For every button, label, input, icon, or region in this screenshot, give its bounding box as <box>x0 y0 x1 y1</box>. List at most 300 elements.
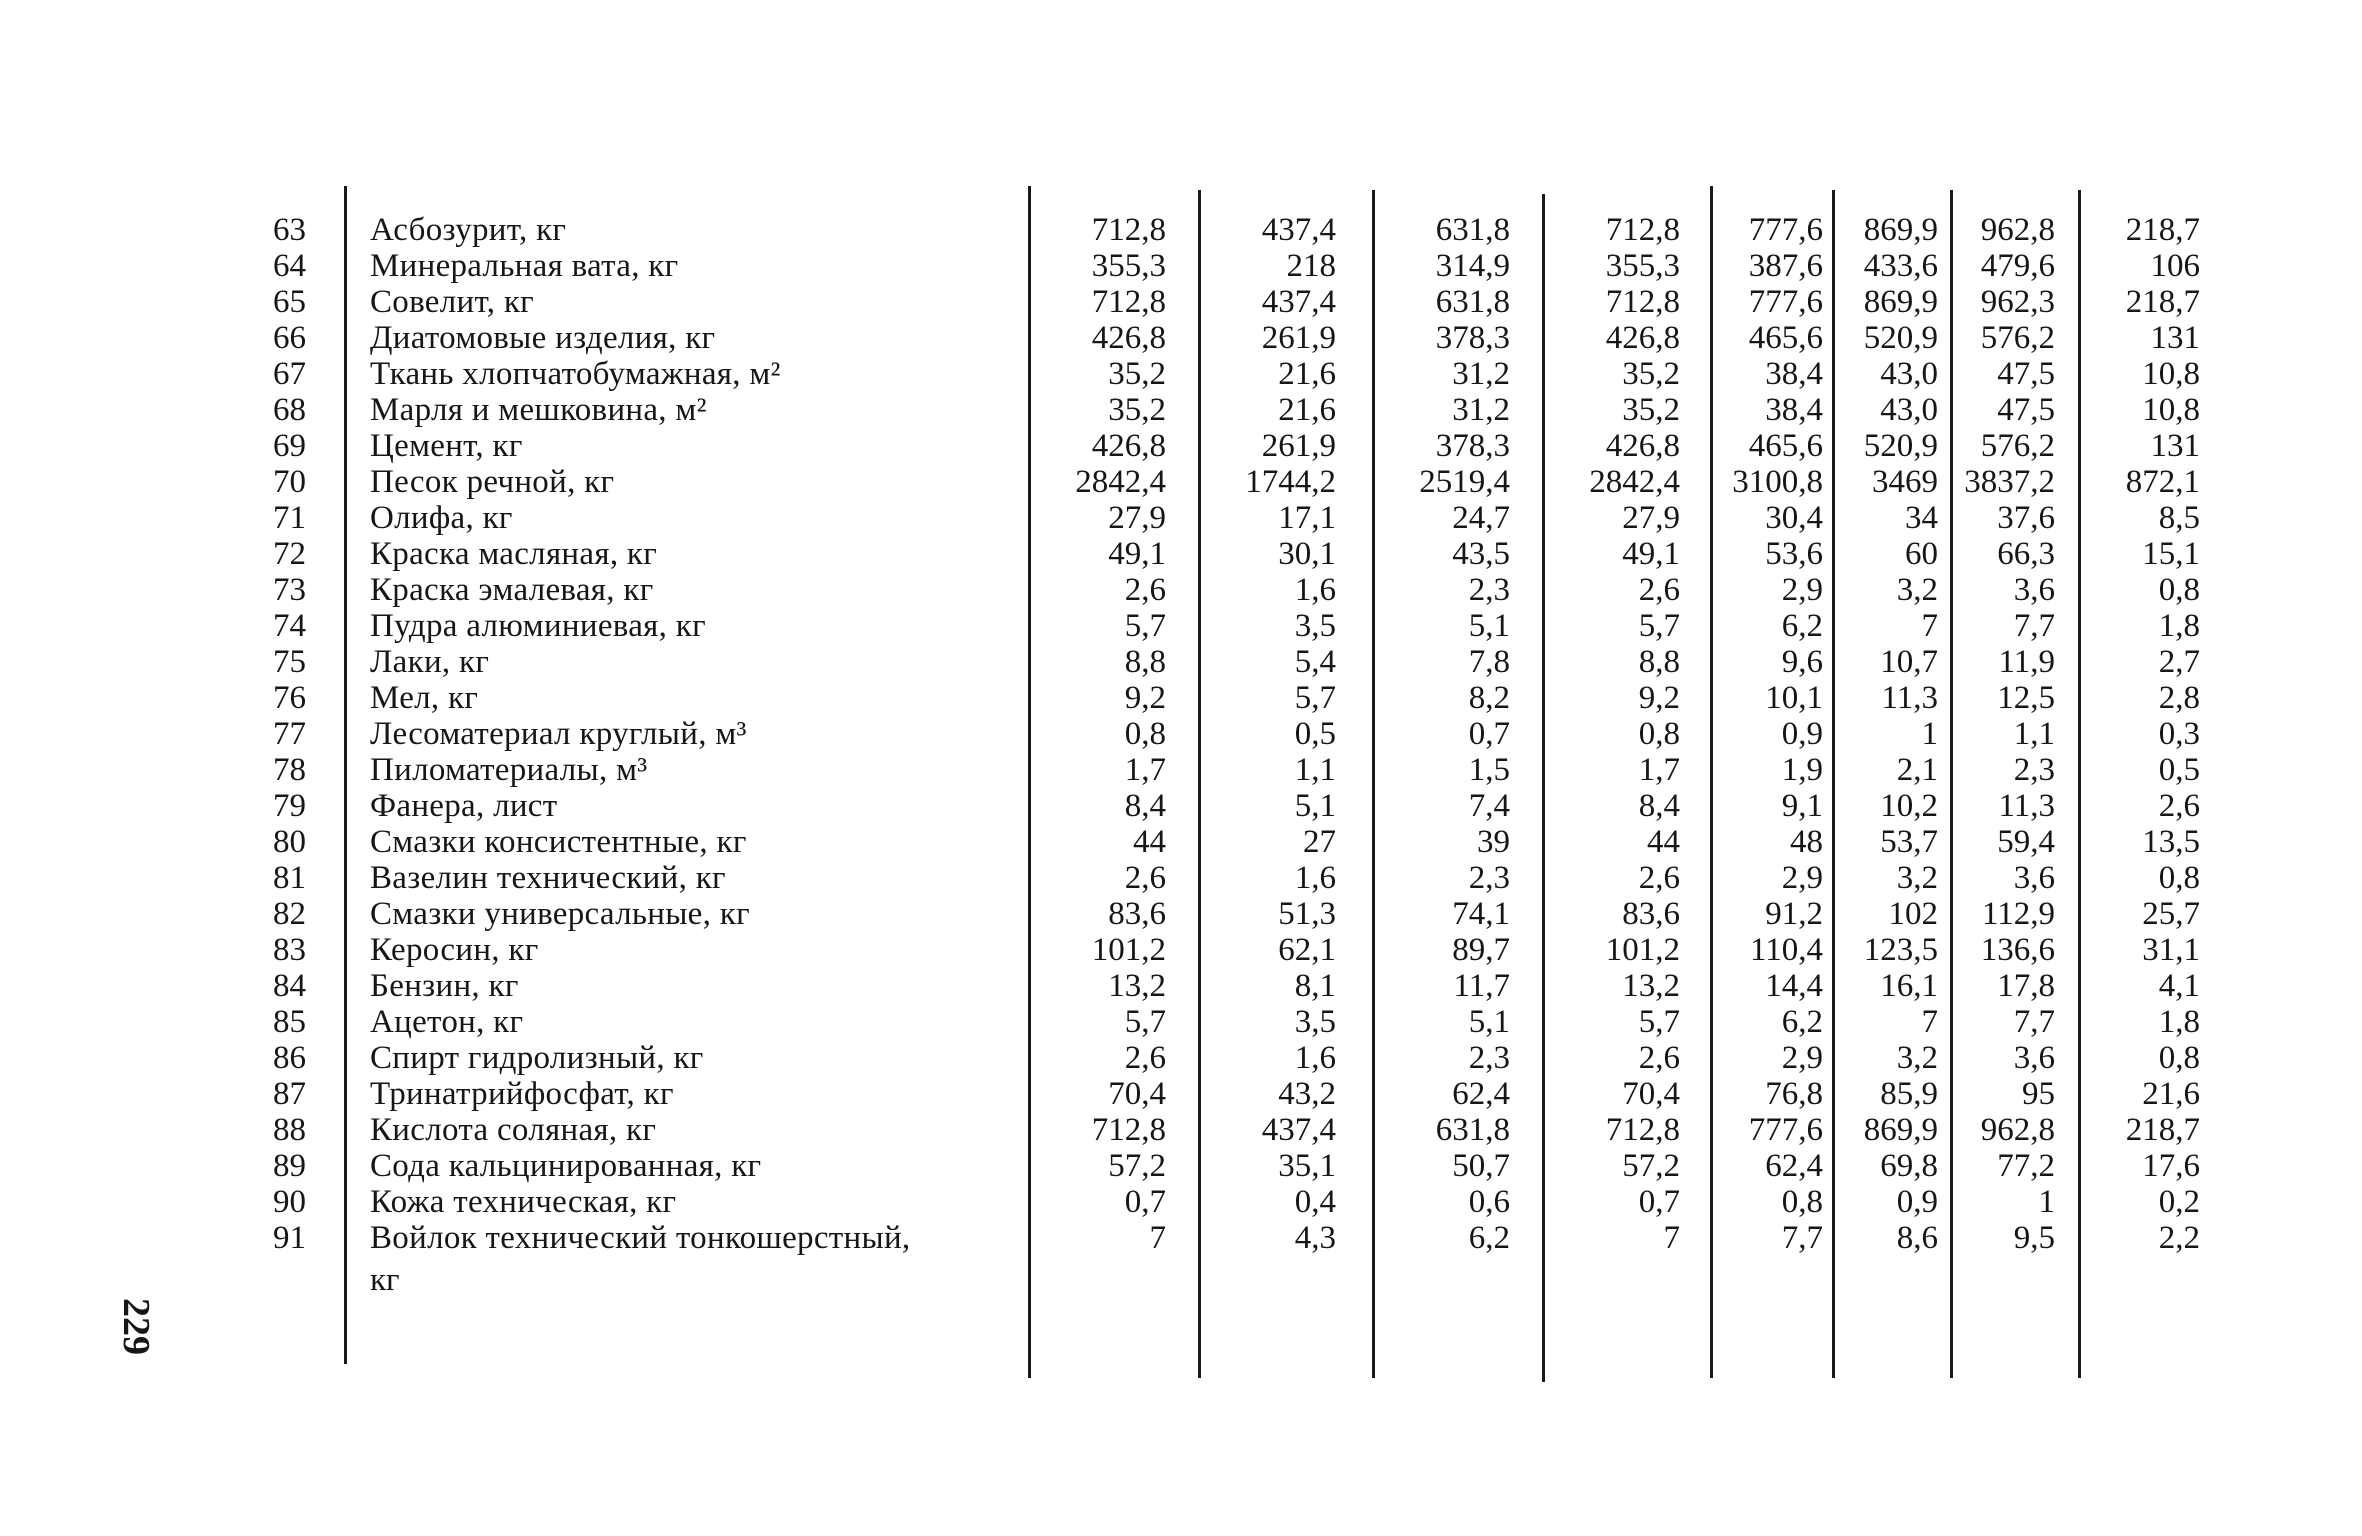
value-cell: 74,1 <box>1452 896 1510 932</box>
value-cell: 101,2 <box>1605 932 1680 968</box>
value-cell: 123,5 <box>1863 932 1938 968</box>
value-cell: 1,7 <box>1638 752 1680 788</box>
value-cell: 43,2 <box>1278 1076 1336 1112</box>
value-cell: 24,7 <box>1452 500 1510 536</box>
value-cell: 2,9 <box>1781 572 1823 608</box>
value-cell: 89,7 <box>1452 932 1510 968</box>
value-cell: 1,9 <box>1781 752 1823 788</box>
value-cell: 17,1 <box>1278 500 1336 536</box>
value-cell: 2842,4 <box>1589 464 1680 500</box>
material-name: Вазелин технический, кг <box>370 860 726 896</box>
row-number: 66 <box>273 320 306 356</box>
value-cell: 2,6 <box>1638 1040 1680 1076</box>
value-cell: 101,2 <box>1091 932 1166 968</box>
value-cell: 8,2 <box>1468 680 1510 716</box>
value-cell: 8,4 <box>1124 788 1166 824</box>
row-number: 82 <box>273 896 306 932</box>
value-cell: 520,9 <box>1863 428 1938 464</box>
value-cell: 962,3 <box>1980 284 2055 320</box>
value-cell: 2,3 <box>1468 860 1510 896</box>
value-cell: 47,5 <box>1997 356 2055 392</box>
value-cell: 869,9 <box>1863 212 1938 248</box>
value-cell: 57,2 <box>1622 1148 1680 1184</box>
value-cell: 7 <box>1663 1220 1680 1256</box>
table-row <box>0 1148 2362 1184</box>
table-row <box>0 932 2362 968</box>
value-cell: 15,1 <box>2142 536 2200 572</box>
value-cell: 2,1 <box>1896 752 1938 788</box>
value-cell: 0,3 <box>2158 716 2200 752</box>
table-row <box>0 500 2362 536</box>
value-cell: 5,1 <box>1468 608 1510 644</box>
value-cell: 3469 <box>1872 464 1938 500</box>
row-number: 89 <box>273 1148 306 1184</box>
value-cell: 2,6 <box>1638 572 1680 608</box>
value-cell: 3,2 <box>1896 1040 1938 1076</box>
value-cell: 11,7 <box>1453 968 1510 1004</box>
material-name: Спирт гидролизный, кг <box>370 1040 704 1076</box>
value-cell: 712,8 <box>1091 1112 1166 1148</box>
value-cell: 437,4 <box>1261 212 1336 248</box>
value-cell: 13,2 <box>1622 968 1680 1004</box>
table-row <box>0 356 2362 392</box>
table-row <box>0 1040 2362 1076</box>
value-cell: 314,9 <box>1435 248 1510 284</box>
value-cell: 1 <box>2038 1184 2055 1220</box>
value-cell: 355,3 <box>1605 248 1680 284</box>
value-cell: 47,5 <box>1997 392 2055 428</box>
value-cell: 27 <box>1303 824 1336 860</box>
value-cell: 16,1 <box>1880 968 1938 1004</box>
value-cell: 869,9 <box>1863 1112 1938 1148</box>
value-cell: 7 <box>1921 608 1938 644</box>
value-cell: 5,7 <box>1294 680 1336 716</box>
table-row <box>0 680 2362 716</box>
value-cell: 712,8 <box>1605 212 1680 248</box>
row-number: 85 <box>273 1004 306 1040</box>
table-row <box>0 1220 2362 1256</box>
value-cell: 7,7 <box>1781 1220 1823 1256</box>
value-cell: 62,4 <box>1452 1076 1510 1112</box>
value-cell: 53,7 <box>1880 824 1938 860</box>
value-cell: 218 <box>1286 248 1336 284</box>
row-91-name-continuation: кг <box>370 1262 400 1298</box>
value-cell: 106 <box>2150 248 2200 284</box>
value-cell: 1744,2 <box>1245 464 1336 500</box>
value-cell: 3,5 <box>1294 1004 1336 1040</box>
value-cell: 11,9 <box>1998 644 2055 680</box>
value-cell: 1,7 <box>1124 752 1166 788</box>
value-cell: 0,9 <box>1896 1184 1938 1220</box>
value-cell: 7 <box>1149 1220 1166 1256</box>
material-name: Смазки консистентные, кг <box>370 824 747 860</box>
value-cell: 2842,4 <box>1075 464 1166 500</box>
value-cell: 34 <box>1905 500 1938 536</box>
value-cell: 83,6 <box>1622 896 1680 932</box>
value-cell: 426,8 <box>1091 320 1166 356</box>
value-cell: 27,9 <box>1622 500 1680 536</box>
row-number: 80 <box>273 824 306 860</box>
value-cell: 2,6 <box>1638 860 1680 896</box>
value-cell: 57,2 <box>1108 1148 1166 1184</box>
value-cell: 131 <box>2150 320 2200 356</box>
value-cell: 35,2 <box>1108 356 1166 392</box>
value-cell: 712,8 <box>1091 284 1166 320</box>
value-cell: 131 <box>2150 428 2200 464</box>
table-row <box>0 860 2362 896</box>
material-name: Кислота соляная, кг <box>370 1112 657 1148</box>
value-cell: 5,7 <box>1124 1004 1166 1040</box>
value-cell: 11,3 <box>1998 788 2055 824</box>
value-cell: 962,8 <box>1980 212 2055 248</box>
value-cell: 35,2 <box>1108 392 1166 428</box>
value-cell: 426,8 <box>1605 428 1680 464</box>
material-name: Лаки, кг <box>370 644 490 680</box>
row-number: 71 <box>273 500 306 536</box>
value-cell: 10,7 <box>1880 644 1938 680</box>
value-cell: 85,9 <box>1880 1076 1938 1112</box>
value-cell: 261,9 <box>1261 320 1336 356</box>
table-row <box>0 1184 2362 1220</box>
value-cell: 7,7 <box>2013 608 2055 644</box>
value-cell: 3,6 <box>2013 860 2055 896</box>
value-cell: 0,2 <box>2158 1184 2200 1220</box>
table-row <box>0 212 2362 248</box>
value-cell: 2,8 <box>2158 680 2200 716</box>
value-cell: 2,9 <box>1781 1040 1823 1076</box>
material-name: Совелит, кг <box>370 284 534 320</box>
table-row <box>0 824 2362 860</box>
value-cell: 0,5 <box>1294 716 1336 752</box>
value-cell: 8,1 <box>1294 968 1336 1004</box>
value-cell: 62,4 <box>1765 1148 1823 1184</box>
value-cell: 3,5 <box>1294 608 1336 644</box>
row-number: 86 <box>273 1040 306 1076</box>
value-cell: 631,8 <box>1435 1112 1510 1148</box>
value-cell: 38,4 <box>1765 356 1823 392</box>
table-row <box>0 248 2362 284</box>
table-row <box>0 644 2362 680</box>
value-cell: 962,8 <box>1980 1112 2055 1148</box>
value-cell: 1,1 <box>1294 752 1336 788</box>
value-cell: 3100,8 <box>1732 464 1823 500</box>
value-cell: 8,8 <box>1638 644 1680 680</box>
value-cell: 218,7 <box>2125 1112 2200 1148</box>
value-cell: 1,1 <box>2013 716 2055 752</box>
value-cell: 433,6 <box>1863 248 1938 284</box>
value-cell: 7,7 <box>2013 1004 2055 1040</box>
row-number: 79 <box>273 788 306 824</box>
row-number: 64 <box>273 248 306 284</box>
value-cell: 8,5 <box>2158 500 2200 536</box>
value-cell: 44 <box>1133 824 1166 860</box>
value-cell: 0,4 <box>1294 1184 1336 1220</box>
value-cell: 9,2 <box>1638 680 1680 716</box>
value-cell: 777,6 <box>1748 284 1823 320</box>
value-cell: 378,3 <box>1435 428 1510 464</box>
value-cell: 261,9 <box>1261 428 1336 464</box>
material-name: Песок речной, кг <box>370 464 615 500</box>
value-cell: 5,7 <box>1638 608 1680 644</box>
table-row <box>0 428 2362 464</box>
value-cell: 2,7 <box>2158 644 2200 680</box>
material-name: Сода кальцинированная, кг <box>370 1148 762 1184</box>
table-row <box>0 320 2362 356</box>
value-cell: 1,5 <box>1468 752 1510 788</box>
material-name: Пиломатериалы, м³ <box>370 752 648 788</box>
value-cell: 112,9 <box>1981 896 2055 932</box>
value-cell: 39 <box>1477 824 1510 860</box>
material-name: Минеральная вата, кг <box>370 248 679 284</box>
value-cell: 30,1 <box>1278 536 1336 572</box>
table-row <box>0 536 2362 572</box>
value-cell: 2,2 <box>2158 1220 2200 1256</box>
value-cell: 1,6 <box>1294 572 1336 608</box>
value-cell: 51,3 <box>1278 896 1336 932</box>
value-cell: 2,3 <box>1468 1040 1510 1076</box>
value-cell: 48 <box>1790 824 1823 860</box>
value-cell: 2,9 <box>1781 860 1823 896</box>
value-cell: 77,2 <box>1997 1148 2055 1184</box>
value-cell: 712,8 <box>1605 284 1680 320</box>
value-cell: 355,3 <box>1091 248 1166 284</box>
value-cell: 35,2 <box>1622 392 1680 428</box>
value-cell: 17,6 <box>2142 1148 2200 1184</box>
material-name: Кожа техническая, кг <box>370 1184 677 1220</box>
value-cell: 9,1 <box>1781 788 1823 824</box>
value-cell: 1,6 <box>1294 860 1336 896</box>
value-cell: 70,4 <box>1108 1076 1166 1112</box>
material-name: Цемент, кг <box>370 428 523 464</box>
value-cell: 6,2 <box>1468 1220 1510 1256</box>
value-cell: 102 <box>1888 896 1938 932</box>
value-cell: 70,4 <box>1622 1076 1680 1112</box>
material-name: Асбозурит, кг <box>370 212 567 248</box>
value-cell: 5,1 <box>1294 788 1336 824</box>
table-row <box>0 896 2362 932</box>
value-cell: 0,8 <box>2158 572 2200 608</box>
value-cell: 35,1 <box>1278 1148 1336 1184</box>
row-number: 78 <box>273 752 306 788</box>
value-cell: 2519,4 <box>1419 464 1510 500</box>
value-cell: 2,6 <box>2158 788 2200 824</box>
value-cell: 777,6 <box>1748 1112 1823 1148</box>
value-cell: 21,6 <box>1278 356 1336 392</box>
value-cell: 479,6 <box>1980 248 2055 284</box>
row-number: 81 <box>273 860 306 896</box>
value-cell: 1,8 <box>2158 608 2200 644</box>
value-cell: 10,1 <box>1765 680 1823 716</box>
value-cell: 2,6 <box>1124 1040 1166 1076</box>
value-cell: 218,7 <box>2125 284 2200 320</box>
value-cell: 465,6 <box>1748 320 1823 356</box>
value-cell: 0,8 <box>1638 716 1680 752</box>
value-cell: 576,2 <box>1980 428 2055 464</box>
value-cell: 0,8 <box>1124 716 1166 752</box>
value-cell: 136,6 <box>1980 932 2055 968</box>
row-number: 65 <box>273 284 306 320</box>
row-number: 91 <box>273 1220 306 1256</box>
value-cell: 2,6 <box>1124 572 1166 608</box>
row-number: 74 <box>273 608 306 644</box>
value-cell: 1 <box>1921 716 1938 752</box>
value-cell: 520,9 <box>1863 320 1938 356</box>
material-name: Краска эмалевая, кг <box>370 572 654 608</box>
material-name: Пудра алюминиевая, кг <box>370 608 706 644</box>
value-cell: 0,8 <box>1781 1184 1823 1220</box>
value-cell: 43,0 <box>1880 392 1938 428</box>
value-cell: 10,2 <box>1880 788 1938 824</box>
value-cell: 631,8 <box>1435 212 1510 248</box>
table-row <box>0 968 2362 1004</box>
row-number: 84 <box>273 968 306 1004</box>
value-cell: 387,6 <box>1748 248 1823 284</box>
value-cell: 437,4 <box>1261 284 1336 320</box>
value-cell: 50,7 <box>1452 1148 1510 1184</box>
material-name: Войлок технический тонкошерстный, <box>370 1220 911 1256</box>
table-row <box>0 788 2362 824</box>
table-row <box>0 1004 2362 1040</box>
value-cell: 7,8 <box>1468 644 1510 680</box>
page-number: 229 <box>115 1298 157 1355</box>
table-row <box>0 572 2362 608</box>
row-number: 75 <box>273 644 306 680</box>
value-cell: 1,6 <box>1294 1040 1336 1076</box>
material-name: Лесоматериал круглый, м³ <box>370 716 747 752</box>
value-cell: 11,3 <box>1881 680 1938 716</box>
value-cell: 0,9 <box>1781 716 1823 752</box>
material-name: Ткань хлопчатобумажная, м² <box>370 356 781 392</box>
value-cell: 3,6 <box>2013 572 2055 608</box>
material-name: Тринатрийфосфат, кг <box>370 1076 674 1112</box>
value-cell: 43,5 <box>1452 536 1510 572</box>
value-cell: 3,6 <box>2013 1040 2055 1076</box>
value-cell: 21,6 <box>1278 392 1336 428</box>
value-cell: 53,6 <box>1765 536 1823 572</box>
value-cell: 60 <box>1905 536 1938 572</box>
value-cell: 59,4 <box>1997 824 2055 860</box>
row-number: 83 <box>273 932 306 968</box>
material-name: Ацетон, кг <box>370 1004 524 1040</box>
value-cell: 30,4 <box>1765 500 1823 536</box>
row-number: 68 <box>273 392 306 428</box>
value-cell: 3,2 <box>1896 860 1938 896</box>
value-cell: 0,7 <box>1468 716 1510 752</box>
value-cell: 777,6 <box>1748 212 1823 248</box>
value-cell: 9,5 <box>2013 1220 2055 1256</box>
value-cell: 49,1 <box>1108 536 1166 572</box>
value-cell: 31,1 <box>2142 932 2200 968</box>
row-number: 90 <box>273 1184 306 1220</box>
value-cell: 43,0 <box>1880 356 1938 392</box>
value-cell: 27,9 <box>1108 500 1166 536</box>
material-name: Олифа, кг <box>370 500 513 536</box>
value-cell: 62,1 <box>1278 932 1336 968</box>
row-number: 87 <box>273 1076 306 1112</box>
value-cell: 0,7 <box>1124 1184 1166 1220</box>
value-cell: 76,8 <box>1765 1076 1823 1112</box>
value-cell: 8,6 <box>1896 1220 1938 1256</box>
value-cell: 631,8 <box>1435 284 1510 320</box>
value-cell: 0,7 <box>1638 1184 1680 1220</box>
value-cell: 8,4 <box>1638 788 1680 824</box>
value-cell: 8,8 <box>1124 644 1166 680</box>
value-cell: 0,5 <box>2158 752 2200 788</box>
row-number: 67 <box>273 356 306 392</box>
value-cell: 13,5 <box>2142 824 2200 860</box>
table-row <box>0 716 2362 752</box>
value-cell: 4,3 <box>1294 1220 1336 1256</box>
value-cell: 426,8 <box>1605 320 1680 356</box>
row-number: 63 <box>273 212 306 248</box>
row-number: 70 <box>273 464 306 500</box>
value-cell: 17,8 <box>1997 968 2055 1004</box>
table-row <box>0 608 2362 644</box>
value-cell: 2,6 <box>1124 860 1166 896</box>
value-cell: 4,1 <box>2158 968 2200 1004</box>
row-number: 77 <box>273 716 306 752</box>
value-cell: 0,6 <box>1468 1184 1510 1220</box>
value-cell: 7 <box>1921 1004 1938 1040</box>
value-cell: 3,2 <box>1896 572 1938 608</box>
value-cell: 10,8 <box>2142 392 2200 428</box>
material-name: Керосин, кг <box>370 932 539 968</box>
table-row <box>0 392 2362 428</box>
value-cell: 83,6 <box>1108 896 1166 932</box>
value-cell: 38,4 <box>1765 392 1823 428</box>
table-row <box>0 1076 2362 1112</box>
value-cell: 218,7 <box>2125 212 2200 248</box>
value-cell: 31,2 <box>1452 392 1510 428</box>
value-cell: 66,3 <box>1997 536 2055 572</box>
value-cell: 5,1 <box>1468 1004 1510 1040</box>
table-row <box>0 752 2362 788</box>
value-cell: 869,9 <box>1863 284 1938 320</box>
value-cell: 0,8 <box>2158 860 2200 896</box>
value-cell: 13,2 <box>1108 968 1166 1004</box>
value-cell: 3837,2 <box>1964 464 2055 500</box>
value-cell: 712,8 <box>1091 212 1166 248</box>
row-number: 69 <box>273 428 306 464</box>
value-cell: 378,3 <box>1435 320 1510 356</box>
value-cell: 2,3 <box>2013 752 2055 788</box>
value-cell: 44 <box>1647 824 1680 860</box>
value-cell: 0,8 <box>2158 1040 2200 1076</box>
value-cell: 5,7 <box>1638 1004 1680 1040</box>
value-cell: 12,5 <box>1997 680 2055 716</box>
value-cell: 49,1 <box>1622 536 1680 572</box>
value-cell: 6,2 <box>1781 608 1823 644</box>
row-number: 73 <box>273 572 306 608</box>
value-cell: 426,8 <box>1091 428 1166 464</box>
material-name: Фанера, лист <box>370 788 558 824</box>
row-number: 88 <box>273 1112 306 1148</box>
value-cell: 10,8 <box>2142 356 2200 392</box>
table-row <box>0 1112 2362 1148</box>
table-row <box>0 284 2362 320</box>
value-cell: 31,2 <box>1452 356 1510 392</box>
value-cell: 872,1 <box>2125 464 2200 500</box>
value-cell: 465,6 <box>1748 428 1823 464</box>
value-cell: 69,8 <box>1880 1148 1938 1184</box>
material-name: Смазки универсальные, кг <box>370 896 750 932</box>
value-cell: 7,4 <box>1468 788 1510 824</box>
value-cell: 9,6 <box>1781 644 1823 680</box>
value-cell: 91,2 <box>1765 896 1823 932</box>
material-name: Диатомовые изделия, кг <box>370 320 716 356</box>
value-cell: 110,4 <box>1749 932 1823 968</box>
value-cell: 25,7 <box>2142 896 2200 932</box>
